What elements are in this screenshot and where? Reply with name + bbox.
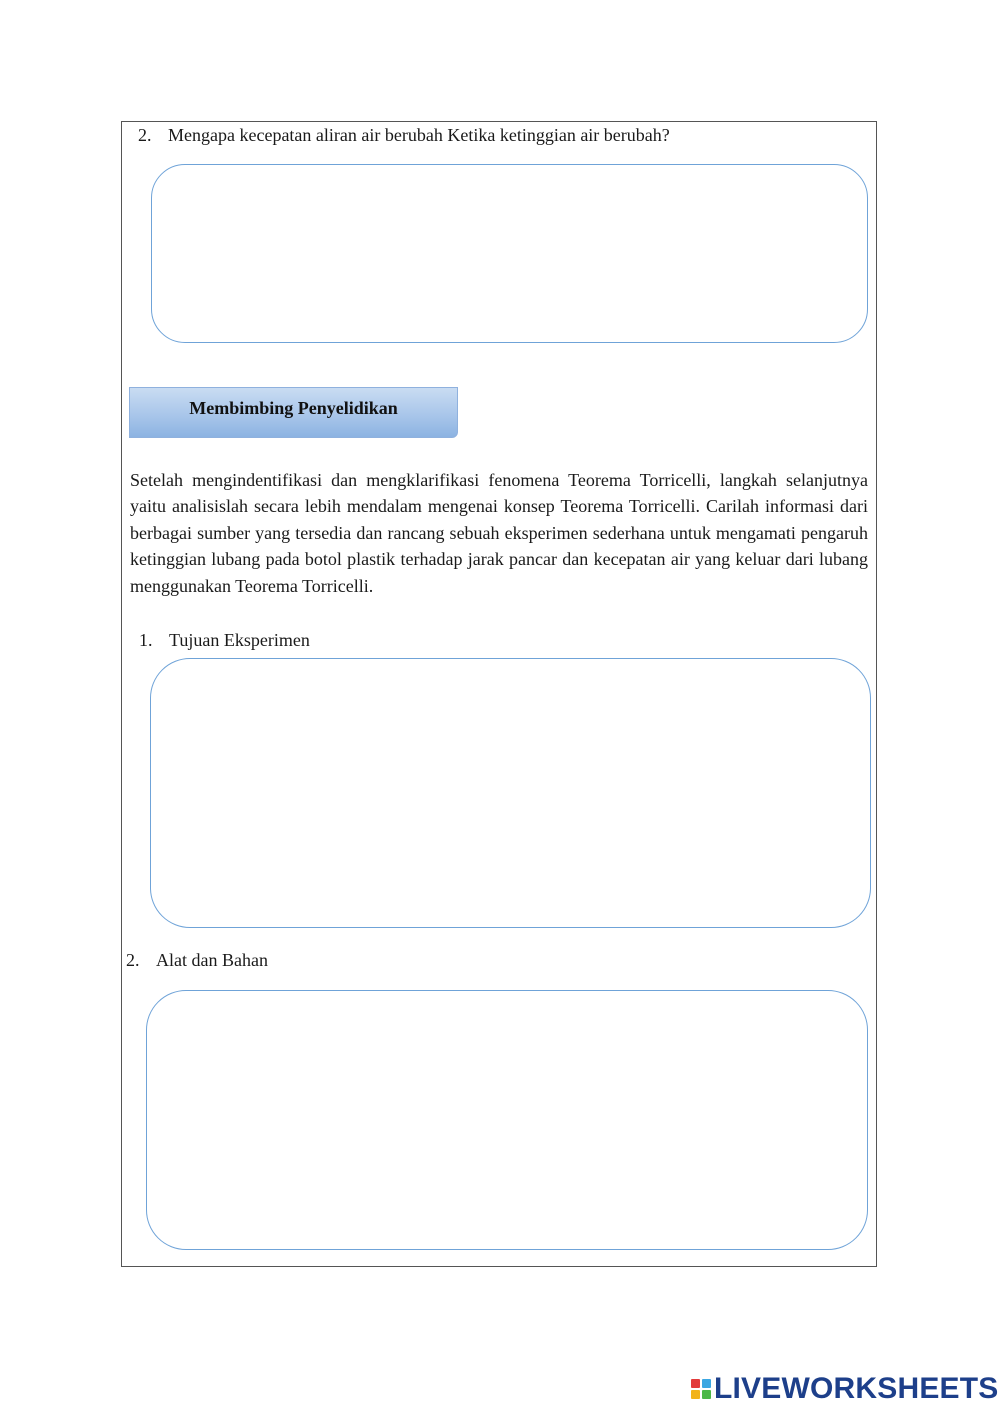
item-2-number: 2. <box>126 950 140 970</box>
item-2 <box>126 949 268 971</box>
item-1-number: 1. <box>139 630 153 650</box>
logo-grid-icon <box>691 1379 711 1399</box>
logo-square-2 <box>702 1379 711 1388</box>
liveworksheets-logo <box>691 1374 999 1404</box>
section-header <box>129 387 458 438</box>
question-2-number: 2. <box>138 125 152 145</box>
instruction-paragraph: Setelah mengindentifikasi dan mengklarifikasi fenomena Teorema Torricelli, langkah selanjutnya yaitu analisislah secara lebih mendalam mengenai konsep Teorema Torricelli. Carilah informasi dari berbagai sumber yang tersedia dan rancang sebuah eksperimen sederhana untuk mengamati pengaruh ketinggian lubang pada botol plastik terhadap jarak pancar dan kecepatan air yang keluar dari lubang menggunakan Teorema Torricelli. <box>130 470 868 596</box>
question-2-text: Mengapa kecepatan aliran air berubah Ketika ketinggian air berubah? <box>168 125 670 145</box>
section-header-title: Membimbing Penyelidikan <box>189 398 398 418</box>
answer-box-question-2[interactable] <box>151 164 868 343</box>
logo-square-4 <box>702 1390 711 1399</box>
item-1-text: Tujuan Eksperimen <box>169 630 310 650</box>
logo-square-1 <box>691 1379 700 1388</box>
answer-box-alat-dan-bahan[interactable] <box>146 990 868 1250</box>
item-1 <box>139 629 310 651</box>
item-2-text: Alat dan Bahan <box>156 950 268 970</box>
logo-square-3 <box>691 1390 700 1399</box>
answer-box-tujuan-eksperimen[interactable] <box>150 658 871 928</box>
logo-text: LIVEWORKSHEETS <box>714 1372 999 1405</box>
question-2 <box>138 124 670 146</box>
